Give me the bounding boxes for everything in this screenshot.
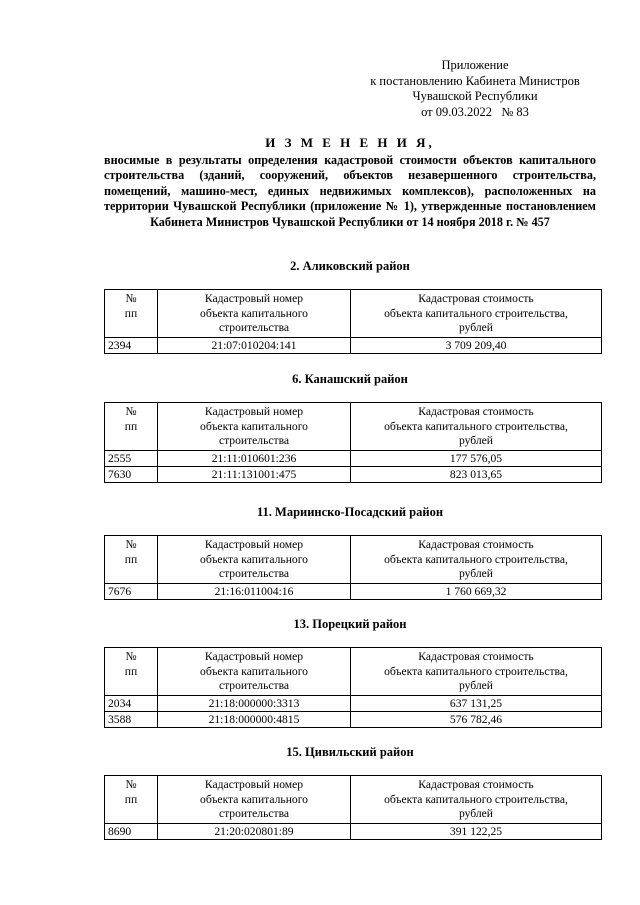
header-number-label: № пп bbox=[124, 292, 138, 320]
header-value-label: Кадастровая стоимость объекта капитального строительства, рублей bbox=[384, 538, 568, 580]
row-cadastral-value: 177 576,05 bbox=[351, 450, 602, 466]
cadastral-table-kanashsky bbox=[104, 402, 602, 483]
appendix-line-2: к постановлению Кабинета Министров bbox=[370, 73, 580, 88]
row-number: 8690 bbox=[105, 823, 158, 839]
table-row bbox=[105, 466, 602, 482]
row-cadastral-value: 1 760 669,32 bbox=[351, 583, 602, 599]
header-number bbox=[105, 536, 158, 584]
header-cadastral-value bbox=[351, 536, 602, 584]
header-value-label: Кадастровая стоимость объекта капитального строительства, рублей bbox=[384, 292, 568, 334]
header-number-label: № пп bbox=[124, 538, 138, 566]
header-cadastral-value bbox=[351, 403, 602, 451]
appendix-block bbox=[340, 58, 610, 120]
district-heading-kanashsky: 6. Канашский район bbox=[292, 372, 408, 386]
row-cadastral-number: 21:11:010601:236 bbox=[158, 450, 351, 466]
header-number-label: № пп bbox=[124, 405, 138, 433]
header-number bbox=[105, 403, 158, 451]
table-header-row bbox=[105, 648, 602, 696]
row-cadastral-value: 576 782,46 bbox=[351, 711, 602, 727]
table-row bbox=[105, 337, 602, 353]
header-cadastral-label: Кадастровый номер объекта капитального строительства bbox=[200, 405, 308, 447]
header-cadastral-number bbox=[158, 403, 351, 451]
appendix-line-1: Приложение bbox=[441, 58, 509, 72]
cadastral-table-alikovsky bbox=[104, 289, 602, 354]
header-cadastral-number bbox=[158, 290, 351, 338]
header-cadastral-number bbox=[158, 648, 351, 696]
row-number: 7676 bbox=[105, 583, 158, 599]
cadastral-table-poretsky bbox=[104, 647, 602, 728]
row-cadastral-number: 21:07:010204:141 bbox=[158, 337, 351, 353]
header-value-label: Кадастровая стоимость объекта капитального строительства, рублей bbox=[384, 650, 568, 692]
table-row bbox=[105, 450, 602, 466]
district-heading-alikovsky: 2. Аликовский район bbox=[290, 259, 410, 273]
row-cadastral-number: 21:16:011004:16 bbox=[158, 583, 351, 599]
row-cadastral-number: 21:20:020801:89 bbox=[158, 823, 351, 839]
row-number: 2394 bbox=[105, 337, 158, 353]
row-cadastral-number: 21:18:000000:3313 bbox=[158, 695, 351, 711]
table-row bbox=[105, 711, 602, 727]
header-number-label: № пп bbox=[124, 778, 138, 806]
header-cadastral-value bbox=[351, 290, 602, 338]
header-cadastral-number bbox=[158, 776, 351, 824]
document-subtitle: вносимые в результаты определения кадастровой стоимости объектов капитального строительства (зданий, сооружений, объектов незавершенного строительства, помещений, машино-мест, единых недвижимых комплексов), расположенных на территории Чувашской Республики (приложение № 1), утвержденные постановлением Кабинета Министров Чувашской Республики от 14 ноября 2018 г. № 457 bbox=[104, 153, 596, 229]
header-number bbox=[105, 776, 158, 824]
district-heading-mariinsko-posadsky: 11. Мариинско-Посадский район bbox=[256, 505, 444, 519]
row-cadastral-number: 21:18:000000:4815 bbox=[158, 711, 351, 727]
header-number-label: № пп bbox=[124, 650, 138, 678]
header-cadastral-label: Кадастровый номер объекта капитального строительства bbox=[200, 650, 308, 692]
table-row bbox=[105, 583, 602, 599]
table-header-row bbox=[105, 403, 602, 451]
document-title: И З М Е Н Е Н И Я, bbox=[265, 135, 435, 150]
row-cadastral-number: 21:11:131001:475 bbox=[158, 466, 351, 482]
header-number bbox=[105, 648, 158, 696]
header-cadastral-value bbox=[351, 648, 602, 696]
row-number: 7630 bbox=[105, 466, 158, 482]
table-row bbox=[105, 823, 602, 839]
header-value-label: Кадастровая стоимость объекта капитального строительства, рублей bbox=[384, 405, 568, 447]
row-cadastral-value: 391 122,25 bbox=[351, 823, 602, 839]
row-number: 2034 bbox=[105, 695, 158, 711]
row-number: 2555 bbox=[105, 450, 158, 466]
row-cadastral-value: 823 013,65 bbox=[351, 466, 602, 482]
header-cadastral-label: Кадастровый номер объекта капитального строительства bbox=[200, 538, 308, 580]
table-row bbox=[105, 695, 602, 711]
row-cadastral-value: 3 709 209,40 bbox=[351, 337, 602, 353]
table-header-row bbox=[105, 776, 602, 824]
header-cadastral-number bbox=[158, 536, 351, 584]
header-value-label: Кадастровая стоимость объекта капитального строительства, рублей bbox=[384, 778, 568, 820]
header-number bbox=[105, 290, 158, 338]
appendix-line-3: Чувашской Республики bbox=[412, 89, 538, 103]
district-heading-tsivilsky: 15. Цивильский район bbox=[286, 745, 414, 759]
header-cadastral-label: Кадастровый номер объекта капитального строительства bbox=[200, 778, 308, 820]
cadastral-table-mariinsko-posadsky bbox=[104, 535, 602, 600]
table-header-row bbox=[105, 536, 602, 584]
table-header-row bbox=[105, 290, 602, 338]
row-cadastral-value: 637 131,25 bbox=[351, 695, 602, 711]
cadastral-table-tsivilsky bbox=[104, 775, 602, 840]
header-cadastral-label: Кадастровый номер объекта капитального строительства bbox=[200, 292, 308, 334]
header-cadastral-value bbox=[351, 776, 602, 824]
appendix-line-4: от 09.03.2022 № 83 bbox=[421, 104, 529, 119]
row-number: 3588 bbox=[105, 711, 158, 727]
district-heading-poretsky: 13. Порецкий район bbox=[293, 617, 407, 631]
